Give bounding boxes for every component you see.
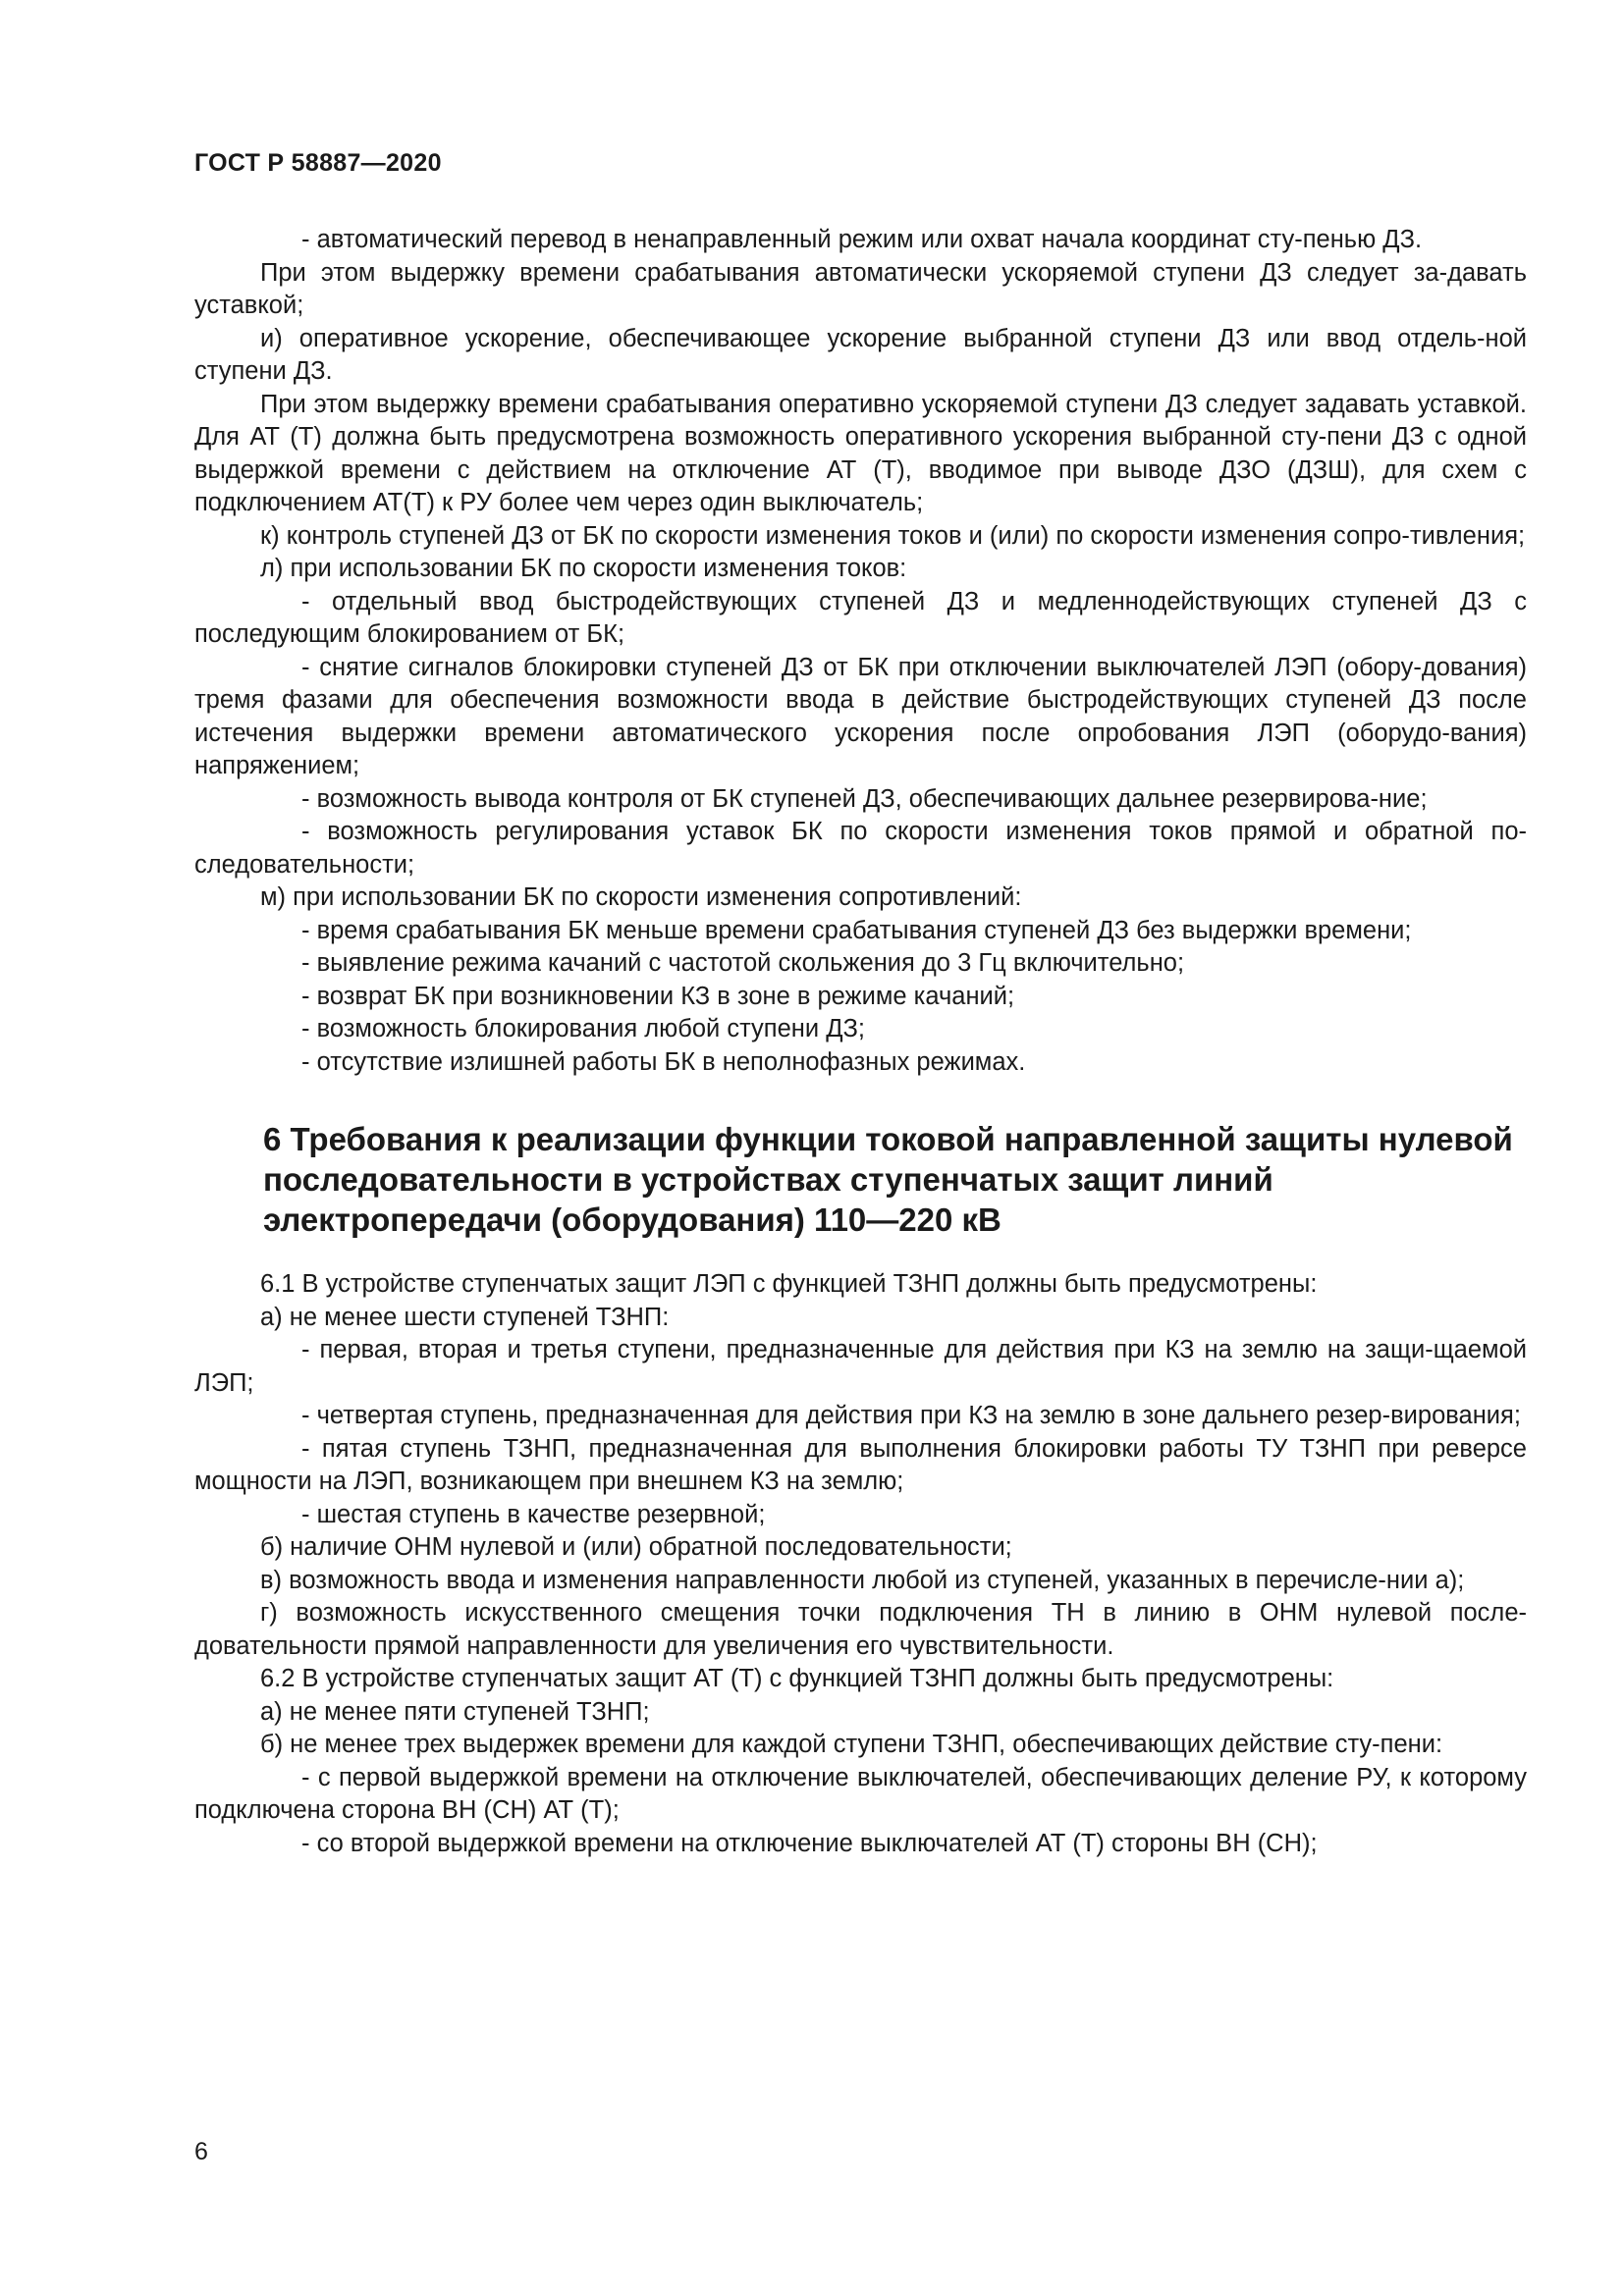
document-body [194, 224, 1527, 1860]
paragraph: г) возможность искусственного смещения точки подключения ТН в линию в ОНМ нулевой после-довательности прямой направленности для увеличения его чувствительности. [194, 1599, 1527, 1660]
paragraph: - с первой выдержкой времени на отключение выключателей, обеспечивающих деление РУ, к которому подключена сторона ВН (СН) АТ (Т); [194, 1763, 1527, 1824]
paragraph: - автоматический перевод в ненаправленный режим или охват начала координат сту-пенью ДЗ. [301, 226, 1423, 253]
paragraph: л) при использовании БК по скорости изменения токов: [260, 555, 907, 582]
paragraph: - возможность регулирования уставок БК по скорости изменения токов прямой и обратной по-следовательности; [194, 818, 1527, 879]
standard-header: ГОСТ Р 58887—2020 [194, 149, 442, 177]
paragraph: - отсутствие излишней работы БК в неполнофазных режимах. [301, 1047, 1026, 1076]
text-block-section-6 [194, 1268, 1527, 1860]
paragraph: - время срабатывания БК меньше времени срабатывания ступеней ДЗ без выдержки времени; [301, 916, 1412, 944]
paragraph: - возможность блокирования любой ступени ДЗ; [301, 1015, 865, 1042]
paragraph: м) при использовании БК по скорости изменения сопротивлений: [260, 883, 1022, 911]
paragraph: а) не менее пяти ступеней ТЗНП; [260, 1697, 650, 1726]
paragraph: - возврат БК при возникновении КЗ в зоне в режиме качаний; [301, 982, 1015, 1010]
text-block-distance-protection [194, 224, 1527, 1079]
paragraph: б) наличие ОНМ нулевой и (или) обратной последовательности; [260, 1533, 1012, 1561]
paragraph: а) не менее шести ступеней ТЗНП: [260, 1303, 670, 1331]
paragraph: - снятие сигналов блокировки ступеней ДЗ от БК при отключении выключателей ЛЭП (обору-дования) тремя фазами для обеспечения возможности ввода в действие быстродействующих ступеней ДЗ после истечения выдержки времени автоматического ускорения после опробования ЛЭП (оборудо-вания) напряжением; [194, 653, 1527, 779]
paragraph: - четвертая ступень, предназначенная для действия при КЗ на землю в зоне дальнего резер-вирования; [301, 1402, 1521, 1429]
paragraph: к) контроль ступеней ДЗ от БК по скорости изменения токов и (или) по скорости изменения сопро-тивления; [260, 521, 1526, 550]
paragraph: в) возможность ввода и изменения направленности любой из ступеней, указанных в перечисле-нии а); [260, 1566, 1465, 1594]
paragraph: и) оперативное ускорение, обеспечивающее ускорение выбранной ступени ДЗ или ввод отдель-ной ступени ДЗ. [194, 324, 1527, 385]
paragraph: б) не менее трех выдержек времени для каждой ступени ТЗНП, обеспечивающих действие сту-пени: [260, 1731, 1443, 1758]
paragraph: - возможность вывода контроля от БК ступеней ДЗ, обеспечивающих дальнее резервирова-ние; [301, 784, 1428, 813]
paragraph: - первая, вторая и третья ступени, предназначенные для действия при КЗ на землю на защи-щаемой ЛЭП; [194, 1336, 1527, 1397]
paragraph: При этом выдержку времени срабатывания автоматически ускоряемой ступени ДЗ следует за-давать уставкой; [194, 258, 1527, 319]
paragraph: - отдельный ввод быстродействующих ступеней ДЗ и медленнодействующих ступеней ДЗ с последующим блокированием от БК; [194, 587, 1527, 648]
paragraph: - пятая ступень ТЗНП, предназначенная для выполнения блокировки работы ТУ ТЗНП при реверсе мощности на ЛЭП, возникающем при внешнем КЗ на землю; [194, 1434, 1527, 1495]
paragraph: - шестая ступень в качестве резервной; [301, 1500, 766, 1528]
paragraph: 6.1 В устройстве ступенчатых защит ЛЭП с функцией ТЗНП должны быть предусмотрены: [260, 1270, 1318, 1298]
paragraph: При этом выдержку времени срабатывания оперативно ускоряемой ступени ДЗ следует задавать уставкой. Для АТ (Т) должна быть предусмотрена возможность оперативного ускорения выбранной сту-пени ДЗ с одной выдержкой времени с действием на отключение АТ (Т), вводимое при выводе ДЗО (ДЗШ), для схем с подключением АТ(Т) к РУ более чем через один выключатель; [194, 390, 1527, 516]
paragraph: 6.2 В устройстве ступенчатых защит АТ (Т) с функцией ТЗНП должны быть предусмотрены: [260, 1665, 1334, 1692]
section-6-title: 6 Требования к реализации функции токовой направленной защиты нулевой последовательности в устройствах ступенчатых защит линий электропередачи (оборудования) 110—220 кВ [263, 1121, 1513, 1238]
paragraph: - со второй выдержкой времени на отключение выключателей АТ (Т) стороны ВН (СН); [301, 1829, 1318, 1857]
paragraph: - выявление режима качаний с частотой скольжения до 3 Гц включительно; [301, 949, 1185, 977]
page-number: 6 [194, 2138, 208, 2165]
